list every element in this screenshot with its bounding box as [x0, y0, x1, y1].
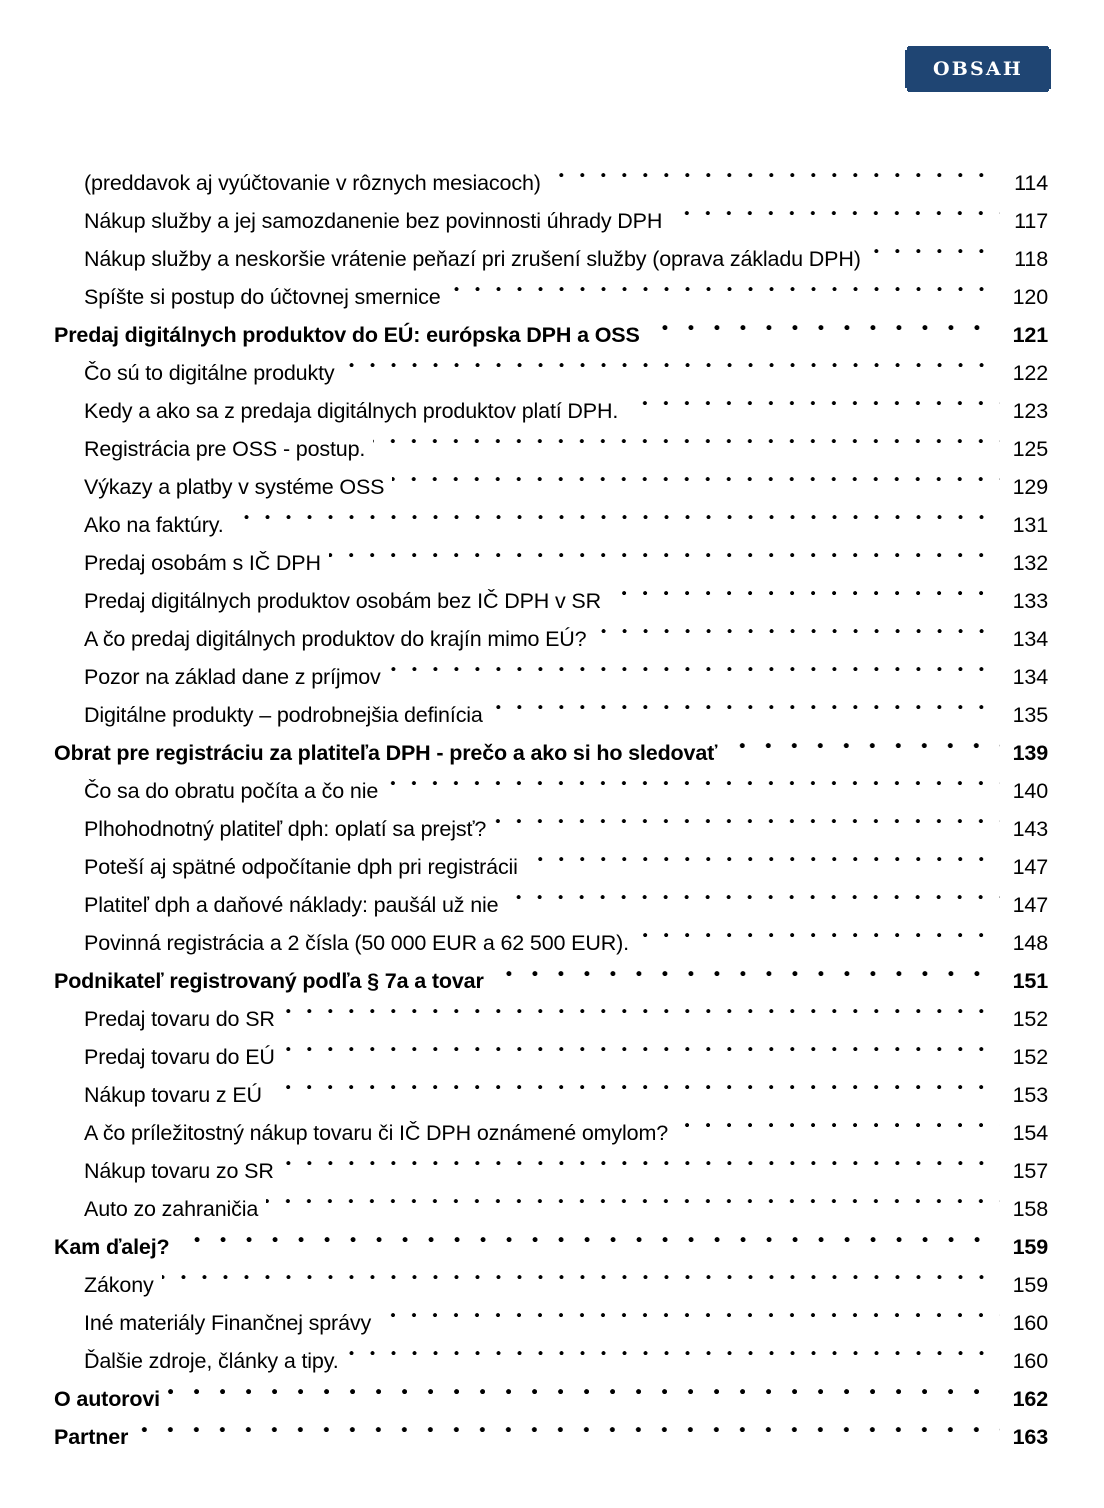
toc-dot-leader — [283, 988, 1000, 1026]
toc-dot-leader-dots — [389, 667, 1000, 672]
toc-dot-leader — [379, 1292, 1000, 1330]
toc-entry-page-number: 140 — [1012, 779, 1048, 803]
toc-entry-page-number: 117 — [1014, 209, 1048, 233]
toc-dot-leader — [266, 1178, 1000, 1216]
toc-entry-title: Nákup tovaru z EÚ — [84, 1083, 262, 1107]
toc-entry-page-number: 125 — [1012, 437, 1048, 461]
toc-dot-leader-dots — [526, 857, 1000, 862]
toc-entry-title: Pozor na základ dane z príjmov — [84, 665, 381, 689]
toc-entry-page-number: 114 — [1014, 171, 1048, 195]
toc-dot-leader — [869, 228, 1000, 266]
toc-dot-leader — [494, 798, 1000, 836]
toc-entry-page-number: 152 — [1012, 1045, 1048, 1069]
toc-entry-title: Nákup služby a neskoršie vrátenie peňazí pri zrušení služby (oprava základu DPH) — [84, 247, 861, 271]
toc-dot-leader — [676, 1102, 1000, 1140]
toc-entry-title: Kedy a ako sa z predaja digitálnych produktov platí DPH. — [84, 399, 619, 423]
toc-entry-page-number: 122 — [1012, 361, 1048, 385]
toc-entry-title: Ako na faktúry. — [84, 513, 224, 537]
toc-entry-title: Kam ďalej? — [54, 1235, 170, 1259]
toc-dot-leader — [232, 494, 1000, 532]
toc-entry-title: Platiteľ dph a daňové náklady: paušál už nie — [84, 893, 499, 917]
page-header — [0, 0, 1104, 140]
toc-entry-page-number: 147 — [1012, 855, 1048, 879]
toc-entry-title: Povinná registrácia a 2 čísla (50 000 EUR a 62 500 EUR). — [84, 931, 629, 955]
toc-entry-page-number: 118 — [1014, 247, 1048, 271]
toc-entry-page-number: 160 — [1012, 1311, 1048, 1335]
toc-entry-page-number: 132 — [1012, 551, 1048, 575]
toc-dot-leader — [609, 570, 1000, 608]
toc-dot-leader — [347, 1330, 1000, 1368]
toc-entry-title: Čo sa do obratu počíta a čo nie — [84, 779, 379, 803]
toc-entry-page-number: 123 — [1012, 399, 1048, 423]
toc-dot-leader — [270, 1064, 1000, 1102]
toc-entry-page-number: 152 — [1012, 1007, 1048, 1031]
toc-entry-page-number: 163 — [1012, 1425, 1048, 1449]
toc-dot-leader-dots — [648, 325, 1000, 331]
toc-entry-page-number: 154 — [1012, 1121, 1048, 1145]
toc-chapter-row[interactable] — [0, 1406, 1104, 1449]
toc-entry-page-number: 121 — [1012, 323, 1048, 347]
toc-dot-leader — [329, 532, 1000, 570]
toc-entry-page-number: 120 — [1012, 285, 1048, 309]
toc-entry-title: Ďalšie zdroje, články a tipy. — [84, 1349, 339, 1373]
toc-dot-leader-dots — [379, 1313, 1000, 1318]
toc-entry-row[interactable] — [0, 152, 1104, 195]
toc-dot-leader-dots — [373, 439, 1000, 444]
toc-dot-leader-dots — [494, 819, 1000, 824]
toc-entry-title: Zákony — [84, 1273, 154, 1297]
toc-entry-title: Spíšte si postup do účtovnej smernice — [84, 285, 441, 309]
toc-dot-leader-dots — [347, 1351, 1000, 1356]
toc-dot-leader-dots — [549, 173, 1000, 178]
toc-entry-title: (preddavok aj vyúčtovanie v rôznych mesiacoch) — [84, 171, 541, 195]
toc-dot-leader — [386, 760, 1000, 798]
toc-entry-title: Digitálne produkty – podrobnejšia definícia — [84, 703, 483, 727]
toc-dot-leader-dots — [869, 249, 1000, 254]
toc-entry-page-number: 158 — [1012, 1197, 1048, 1221]
toc-entry-page-number: 129 — [1012, 475, 1048, 499]
toc-dot-leader — [282, 1140, 1000, 1178]
toc-dot-leader — [549, 152, 1000, 190]
obsah-badge-label: OBSAH — [932, 57, 1024, 80]
toc-dot-leader — [670, 190, 1000, 228]
toc-dot-leader-dots — [343, 363, 1000, 368]
toc-entry-page-number: 133 — [1012, 589, 1048, 613]
toc-dot-leader — [595, 608, 1001, 646]
toc-entry-page-number: 135 — [1012, 703, 1048, 727]
toc-dot-leader-dots — [266, 1199, 1000, 1204]
toc-entry-title: Podnikateľ registrovaný podľa § 7a a tovar — [54, 969, 484, 993]
toc-entry-title: Registrácia pre OSS - postup. — [84, 437, 366, 461]
toc-dot-leader — [648, 304, 1000, 342]
toc-dot-leader — [283, 1026, 1000, 1064]
obsah-badge — [908, 46, 1048, 92]
toc-dot-leader-dots — [595, 629, 1001, 634]
toc-dot-leader-dots — [609, 591, 1000, 596]
toc-entry-title: A čo predaj digitálnych produktov do krajín mimo EÚ? — [84, 627, 587, 651]
toc-dot-leader-dots — [491, 705, 1000, 710]
toc-entry-page-number: 147 — [1012, 893, 1048, 917]
toc-entry-page-number: 162 — [1012, 1387, 1048, 1411]
toc-dot-leader — [449, 266, 1000, 304]
toc-dot-leader-dots — [178, 1237, 1000, 1243]
toc-dot-leader-dots — [676, 1123, 1000, 1128]
toc-entry-page-number: 131 — [1012, 513, 1048, 537]
toc-entry-title: Predaj tovaru do SR — [84, 1007, 275, 1031]
toc-dot-leader — [626, 380, 1000, 418]
toc-dot-leader-dots — [670, 211, 1000, 216]
toc-entry-row[interactable] — [0, 1254, 1104, 1297]
toc-dot-leader — [491, 684, 1000, 722]
toc-entry-page-number: 159 — [1012, 1273, 1048, 1297]
toc-entry-title: Predaj tovaru do EÚ — [84, 1045, 275, 1069]
toc-entry-title: Nákup služby a jej samozdanenie bez povinnosti úhrady DPH — [84, 209, 663, 233]
toc-dot-leader-dots — [725, 743, 1000, 749]
toc-dot-leader — [389, 646, 1000, 684]
toc-dot-leader-dots — [270, 1085, 1000, 1090]
toc-dot-leader-dots — [232, 515, 1000, 520]
toc-dot-leader — [637, 912, 1000, 950]
toc-dot-leader — [168, 1368, 1000, 1406]
toc-entry-title: Predaj digitálnych produktov do EÚ: európska DPH a OSS — [54, 323, 640, 347]
toc-entry-title: Obrat pre registráciu za platiteľa DPH - prečo a ako si ho sledovať — [54, 741, 718, 765]
toc-entry-row[interactable] — [0, 1292, 1104, 1335]
toc-dot-leader-dots — [449, 287, 1000, 292]
toc-entry-title: Partner — [54, 1425, 129, 1449]
toc-dot-leader-dots — [136, 1427, 1000, 1433]
toc-entry-page-number: 143 — [1012, 817, 1048, 841]
toc-entry-title: Nákup tovaru zo SR — [84, 1159, 274, 1183]
toc-dot-leader-dots — [162, 1275, 1000, 1280]
toc-entry-page-number: 151 — [1012, 969, 1048, 993]
toc-entry-title: Plhohodnotný platiteľ dph: oplatí sa prejsť? — [84, 817, 487, 841]
toc-entry-title: Poteší aj spätné odpočítanie dph pri registrácii — [84, 855, 518, 879]
toc-dot-leader — [136, 1406, 1000, 1444]
toc-dot-leader — [526, 836, 1000, 874]
toc-dot-leader-dots — [329, 553, 1000, 558]
toc-dot-leader-dots — [392, 477, 1000, 482]
toc-entry-page-number: 134 — [1012, 627, 1048, 651]
toc-dot-leader — [506, 874, 1000, 912]
toc-entry-page-number: 153 — [1012, 1083, 1048, 1107]
toc-entry-page-number: 159 — [1012, 1235, 1048, 1259]
toc-dot-leader-dots — [637, 933, 1000, 938]
toc-entry-page-number: 157 — [1012, 1159, 1048, 1183]
toc-entry-title: Predaj osobám s IČ DPH — [84, 551, 321, 575]
toc-dot-leader-dots — [283, 1009, 1000, 1014]
toc-entry-title: O autorovi — [54, 1387, 161, 1411]
toc-dot-leader — [725, 722, 1000, 760]
toc-entry-title: Predaj digitálnych produktov osobám bez IČ DPH v SR — [84, 589, 601, 613]
toc-dot-leader — [373, 418, 1000, 456]
toc-dot-leader — [162, 1254, 1000, 1292]
toc-dot-leader — [178, 1216, 1000, 1254]
toc-entry-title: A čo príležitostný nákup tovaru či IČ DPH oznámené omylom? — [84, 1121, 669, 1145]
toc-entry-page-number: 160 — [1012, 1349, 1048, 1373]
toc-dot-leader-dots — [283, 1047, 1000, 1052]
toc-entry-title: Výkazy a platby v systéme OSS — [84, 475, 385, 499]
toc-dot-leader — [392, 456, 1000, 494]
toc-dot-leader-dots — [626, 401, 1000, 406]
toc-entry-title: Auto zo zahraničia — [84, 1197, 259, 1221]
toc-entry-page-number: 139 — [1012, 741, 1048, 765]
table-of-contents — [0, 152, 1104, 1449]
toc-entry-page-number: 134 — [1012, 665, 1048, 689]
toc-entry-title: Čo sú to digitálne produkty — [84, 361, 335, 385]
toc-dot-leader — [343, 342, 1000, 380]
toc-dot-leader-dots — [492, 971, 1000, 977]
toc-entry-title: Iné materiály Finančnej správy — [84, 1311, 372, 1335]
toc-dot-leader-dots — [282, 1161, 1000, 1166]
toc-dot-leader — [492, 950, 1000, 988]
toc-entry-page-number: 148 — [1012, 931, 1048, 955]
toc-dot-leader-dots — [506, 895, 1000, 900]
toc-dot-leader-dots — [168, 1389, 1000, 1395]
toc-dot-leader-dots — [386, 781, 1000, 786]
